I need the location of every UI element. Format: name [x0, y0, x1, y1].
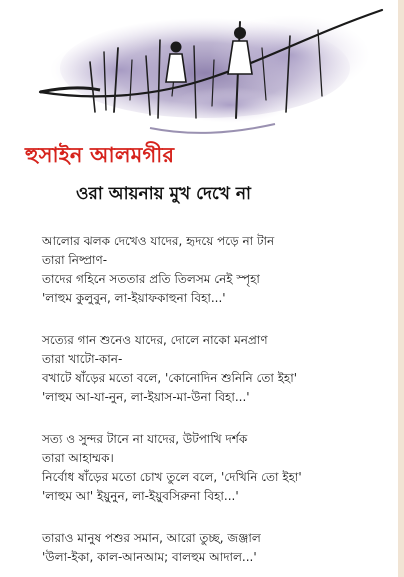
poem-line: 'উলা-ইকা, কাল-আনআম; বালহুম আদাল...'	[42, 550, 257, 564]
poem-line: নির্বোধ ষাঁড়ের মতো চোখ তুলে বলে, 'দেখিনি তো ইহা'	[42, 470, 302, 484]
poem-line: তারা নিষ্প্রাণ-	[42, 253, 108, 267]
poem-line: আলোর ঝলক দেখেও যাদের, হৃদয়ে পড়ে না টান	[42, 234, 275, 248]
poem-line: 'লাহুম কুলুবুন, লা-ইয়াফকাহুনা বিহা...'	[42, 291, 226, 305]
poem-line: 'লাহুম আ' ইয়ুনুন, লা-ইয়ুবসিরুনা বিহা...'	[42, 489, 239, 503]
poem-line: তারা খাটো-কান-	[42, 352, 123, 366]
author-name: হুসাইন আলমগীর	[25, 143, 175, 167]
poem-title: ওরা আয়নায় মুখ দেখে না	[76, 184, 251, 204]
poem-line: সত্য ও সুন্দর টানে না যাদের, উটপাখি দর্শক	[42, 432, 248, 446]
poem-line: 'লাহুম আ-যা-নুন, লা-ইয়াস-মা-উনা বিহা...'	[42, 390, 250, 404]
poem-line: বখাটে ষাঁড়ের মতো বলে, 'কোনোদিন শুনিনি তো ইহা'	[42, 371, 298, 385]
poem-line: সত্যের গান শুনেও যাদের, দোলে নাকো মনপ্রাণ	[42, 333, 268, 347]
stanza	[42, 331, 392, 407]
stanza	[42, 529, 392, 567]
stanza	[42, 430, 392, 506]
poem-line: তারাও মানুষ পশুর সমান, আরো তুচ্ছ, জঞ্জাল	[42, 531, 261, 545]
abstract-ink-brush-illustration-icon	[0, 0, 404, 150]
poem-line: তাদের গহিনে সততার প্রতি তিলসম নেই স্পৃহা	[42, 272, 260, 286]
poem-line: তারা আহাম্মক।	[42, 451, 114, 465]
stanza	[42, 232, 392, 308]
poem-body	[42, 232, 392, 577]
